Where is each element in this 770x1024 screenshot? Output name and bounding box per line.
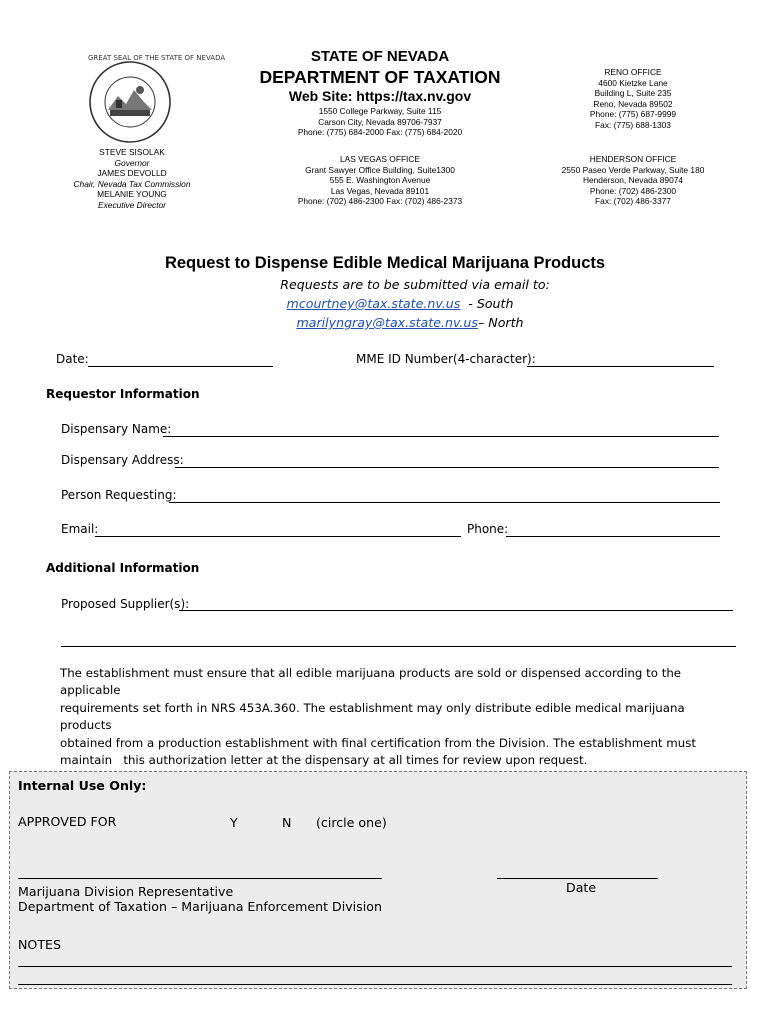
office-line: 4600 Kietzke Lane <box>598 77 668 88</box>
notes-field-1[interactable] <box>18 966 732 967</box>
date-field[interactable] <box>88 366 273 367</box>
office-line: Fax: (775) 688-1303 <box>595 119 671 130</box>
office-line: Las Vegas, Nevada 89101 <box>330 185 430 196</box>
seal-text: GREAT SEAL OF THE STATE OF NEVADA <box>88 54 226 62</box>
email-label: Email: <box>61 522 99 536</box>
notes-label: NOTES <box>18 937 61 952</box>
office-line: RENO OFFICE <box>604 67 662 77</box>
office-line: Building L, Suite 235 <box>594 88 672 98</box>
state-name: STATE OF NEVADA <box>310 48 450 65</box>
email-field[interactable] <box>95 536 461 537</box>
notes-field-2[interactable] <box>18 984 732 985</box>
terms-paragraph <box>60 665 720 769</box>
carson-city-address <box>240 106 520 138</box>
paragraph-line: requirements set forth in NRS 453A.360. The establishment may only distribute edible medical marijuana products <box>60 700 685 733</box>
official-name: MELANIE YOUNG <box>97 189 167 199</box>
official-title: Governor <box>114 157 150 168</box>
henderson-office <box>538 154 728 207</box>
internal-use-box <box>9 771 747 989</box>
office-line: 555 E. Washington Avenue <box>329 175 431 185</box>
dispensary-address-label: Dispensary Address: <box>61 453 184 467</box>
representative-signature-field[interactable] <box>18 878 382 879</box>
office-line: 2550 Paseo Verde Parkway, Suite 180 <box>561 164 705 175</box>
office-line: LAS VEGAS OFFICE <box>339 154 421 164</box>
official-title: Executive Director <box>98 199 166 210</box>
internal-use-heading: Internal Use Only: <box>18 778 147 793</box>
official-name: STEVE SISOLAK <box>99 147 165 157</box>
email-north-suffix: – North <box>477 315 524 330</box>
reno-office <box>560 67 706 130</box>
division-name: Department of Taxation – Marijuana Enforcement Division <box>18 899 382 914</box>
nevada-state-seal <box>88 54 226 144</box>
email-south-suffix: - South <box>460 296 514 311</box>
department-name: DEPARTMENT OF TAXATION <box>259 67 501 87</box>
address-line: 1550 College Parkway, Suite 115 <box>318 106 442 116</box>
office-line: Phone: (702) 486-2300 Fax: (702) 486-2373 <box>297 196 463 206</box>
proposed-supplier-label: Proposed Supplier(s): <box>61 597 190 611</box>
form-title: Request to Dispense Edible Medical Marijuana Products <box>164 254 606 272</box>
office-line: Grant Sawyer Office Building, Suite1300 <box>305 164 455 175</box>
paragraph-line: The establishment must ensure that all edible marijuana products are sold or dispensed according to the applicable <box>60 666 682 698</box>
additional-heading: Additional Information <box>46 561 200 575</box>
office-line: Henderson, Nevada 89074 <box>582 175 684 185</box>
email-south-link[interactable]: mcourtney@tax.state.nv.us <box>286 296 461 311</box>
no-option[interactable]: N <box>282 815 292 830</box>
dispensary-address-field[interactable] <box>175 467 719 468</box>
mme-id-field[interactable] <box>527 366 714 367</box>
mme-id-label: MME ID Number(4-character): <box>356 352 536 366</box>
email-south-line <box>280 296 520 311</box>
official-title: Chair, Nevada Tax Commission <box>73 178 191 189</box>
official-name: JAMES DEVOLLD <box>97 168 167 178</box>
email-north-link[interactable]: marilyngray@tax.state.nv.us <box>296 315 478 330</box>
proposed-supplier-field-2[interactable] <box>61 646 736 647</box>
date-signature-field[interactable] <box>497 878 658 879</box>
person-requesting-label: Person Requesting: <box>61 488 177 502</box>
person-requesting-field[interactable] <box>169 502 720 503</box>
office-line: Phone: (775) 687-9999 <box>589 109 677 119</box>
phone-field[interactable] <box>506 536 720 537</box>
representative-title: Marijuana Division Representative <box>18 884 234 899</box>
dispensary-name-field[interactable] <box>163 436 719 437</box>
office-line: Phone: (702) 486-2300 <box>589 185 677 196</box>
officials-list <box>50 147 214 210</box>
circle-one-hint: (circle one) <box>316 815 387 830</box>
yes-option[interactable]: Y <box>230 815 238 830</box>
paragraph-line: maintain this authorization letter at the dispensary at all times for review upon request. <box>60 753 588 768</box>
las-vegas-office <box>270 154 490 207</box>
phone-label: Phone: <box>467 522 509 536</box>
email-north-line <box>280 315 540 330</box>
address-line: Carson City, Nevada 89706-7937 <box>318 116 442 127</box>
date-label: Date: <box>56 352 89 366</box>
office-line: Fax: (702) 486-3377 <box>595 196 671 206</box>
approved-for-label: APPROVED FOR <box>18 814 117 829</box>
office-line: Reno, Nevada 89502 <box>593 98 673 109</box>
internal-date-label: Date <box>566 880 597 895</box>
proposed-supplier-field[interactable] <box>179 610 733 611</box>
office-line: HENDERSON OFFICE <box>589 154 677 164</box>
website: Web Site: https://tax.nv.gov <box>288 88 472 104</box>
form-subtitle: Requests are to be submitted via email to: <box>280 277 550 292</box>
requestor-heading: Requestor Information <box>46 387 200 401</box>
address-line: Phone: (775) 684-2000 Fax: (775) 684-2020 <box>297 127 463 137</box>
paragraph-line: obtained from a production establishment with final certification from the Division. The establishment must <box>60 735 697 750</box>
dispensary-name-label: Dispensary Name: <box>61 422 172 436</box>
